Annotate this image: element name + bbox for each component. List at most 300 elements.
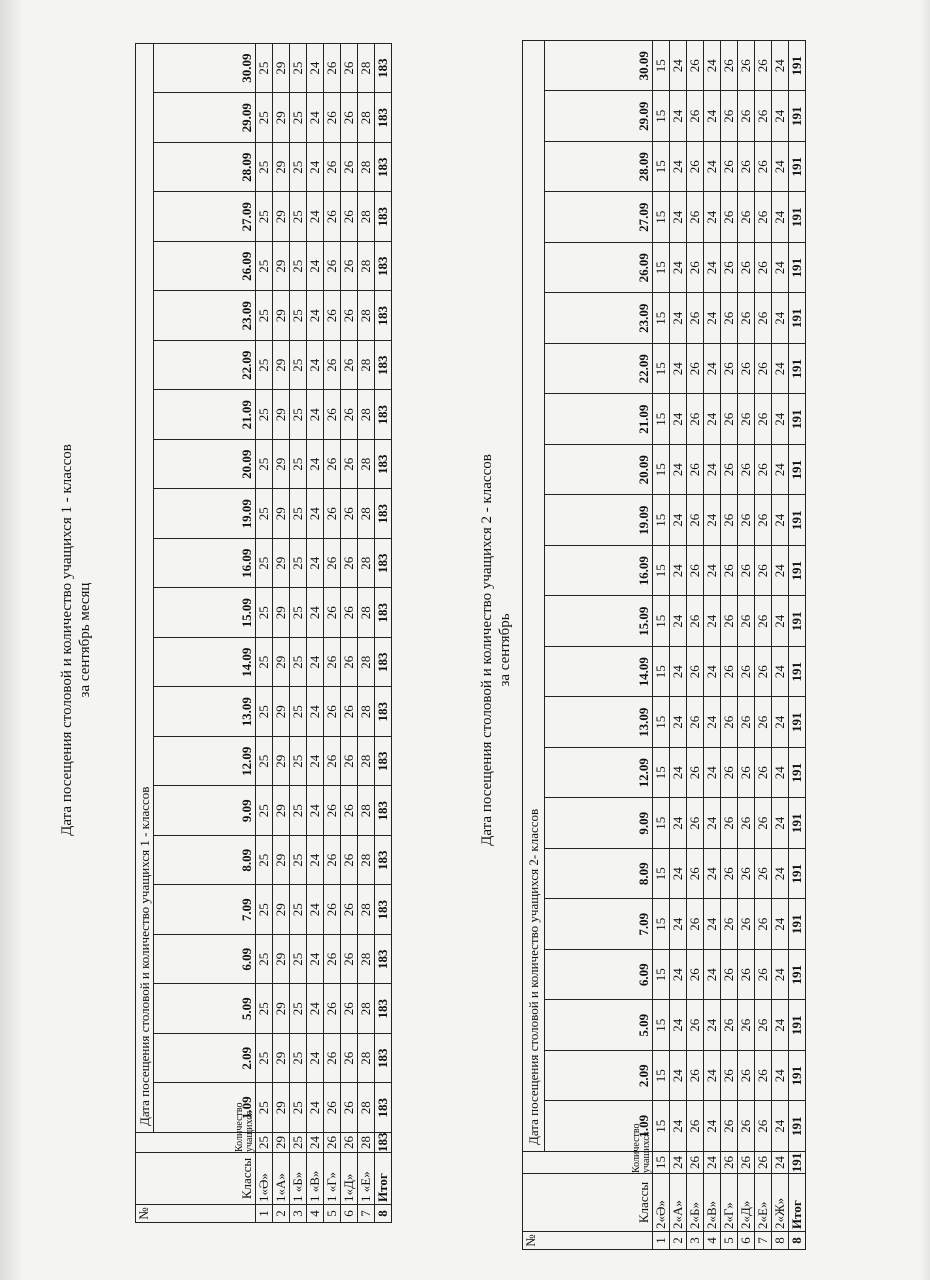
attendance-cell: 24 bbox=[704, 142, 721, 193]
date-header: 12.09 bbox=[545, 748, 653, 799]
attendance-cell: 26 bbox=[755, 495, 772, 546]
attendance-cell: 24 bbox=[670, 1101, 687, 1152]
attendance-cell: 29 bbox=[273, 192, 290, 242]
attendance-cell: 26 bbox=[324, 390, 341, 440]
attendance-cell: 26 bbox=[341, 489, 358, 539]
attendance-cell: 15 bbox=[653, 344, 670, 395]
header-classes: Классы bbox=[523, 1174, 653, 1232]
attendance-cell: 28 bbox=[358, 192, 375, 242]
row-number: 2 bbox=[273, 1205, 290, 1223]
attendance-cell: 183 bbox=[375, 43, 392, 93]
attendance-cell: 29 bbox=[273, 984, 290, 1034]
row-class: 2«Д» bbox=[738, 1174, 755, 1232]
date-header: 15.09 bbox=[154, 588, 256, 638]
row-number: 8 bbox=[772, 1232, 789, 1250]
header-date-group: Дата посещения столовой и количество учащихся 2- классов bbox=[523, 40, 545, 1151]
attendance-cell: 28 bbox=[358, 489, 375, 539]
attendance-cell: 26 bbox=[341, 143, 358, 193]
attendance-cell: 24 bbox=[704, 293, 721, 344]
date-header: 5.09 bbox=[154, 984, 256, 1034]
attendance-cell: 24 bbox=[704, 849, 721, 900]
attendance-cell: 26 bbox=[324, 1083, 341, 1133]
attendance-cell: 26 bbox=[721, 899, 738, 950]
attendance-cell: 26 bbox=[755, 40, 772, 91]
attendance-cell: 26 bbox=[755, 394, 772, 445]
attendance-cell: 26 bbox=[341, 291, 358, 341]
attendance-cell: 24 bbox=[670, 142, 687, 193]
attendance-cell: 26 bbox=[324, 43, 341, 93]
attendance-cell: 26 bbox=[738, 1000, 755, 1051]
row-count: 25 bbox=[256, 1133, 273, 1153]
attendance-cell: 191 bbox=[789, 899, 806, 950]
row-count: 24 bbox=[307, 1133, 324, 1153]
attendance-cell: 24 bbox=[704, 344, 721, 395]
date-header: 21.09 bbox=[545, 394, 653, 445]
attendance-cell: 25 bbox=[256, 687, 273, 737]
attendance-cell: 28 bbox=[358, 291, 375, 341]
date-header: 8.09 bbox=[545, 849, 653, 900]
attendance-cell: 26 bbox=[738, 748, 755, 799]
attendance-cell: 24 bbox=[307, 192, 324, 242]
attendance-cell: 26 bbox=[687, 192, 704, 243]
date-header: 13.09 bbox=[154, 687, 256, 737]
attendance-cell: 24 bbox=[307, 885, 324, 935]
attendance-cell: 25 bbox=[256, 737, 273, 787]
attendance-cell: 24 bbox=[670, 596, 687, 647]
attendance-cell: 26 bbox=[721, 293, 738, 344]
attendance-cell: 26 bbox=[687, 40, 704, 91]
attendance-cell: 29 bbox=[273, 440, 290, 490]
attendance-cell: 191 bbox=[789, 596, 806, 647]
date-header: 26.09 bbox=[154, 242, 256, 292]
attendance-cell: 28 bbox=[358, 638, 375, 688]
row-count: 29 bbox=[273, 1133, 290, 1153]
row-count: 26 bbox=[721, 1152, 738, 1174]
attendance-cell: 24 bbox=[307, 588, 324, 638]
attendance-cell: 24 bbox=[772, 1051, 789, 1102]
attendance-cell: 24 bbox=[307, 341, 324, 391]
attendance-cell: 24 bbox=[704, 596, 721, 647]
row-count: 24 bbox=[704, 1152, 721, 1174]
row-number: 1 bbox=[653, 1232, 670, 1250]
section1-attendance-table bbox=[135, 43, 392, 1223]
date-header: 28.09 bbox=[154, 143, 256, 193]
attendance-cell: 29 bbox=[273, 1083, 290, 1133]
attendance-cell: 25 bbox=[256, 143, 273, 193]
attendance-cell: 24 bbox=[670, 748, 687, 799]
date-header: 30.09 bbox=[545, 40, 653, 91]
attendance-cell: 25 bbox=[256, 440, 273, 490]
attendance-cell: 191 bbox=[789, 849, 806, 900]
attendance-cell: 24 bbox=[704, 192, 721, 243]
attendance-cell: 26 bbox=[721, 748, 738, 799]
section2-caption bbox=[478, 415, 514, 885]
attendance-cell: 15 bbox=[653, 293, 670, 344]
attendance-cell: 26 bbox=[721, 1101, 738, 1152]
date-header: 2.09 bbox=[154, 1034, 256, 1084]
attendance-cell: 26 bbox=[738, 899, 755, 950]
attendance-cell: 26 bbox=[738, 445, 755, 496]
attendance-cell: 26 bbox=[755, 293, 772, 344]
attendance-cell: 26 bbox=[687, 445, 704, 496]
date-header: 20.09 bbox=[154, 440, 256, 490]
row-number: 2 bbox=[670, 1232, 687, 1250]
attendance-cell: 183 bbox=[375, 588, 392, 638]
attendance-cell: 24 bbox=[670, 899, 687, 950]
date-header: 21.09 bbox=[154, 390, 256, 440]
attendance-cell: 15 bbox=[653, 142, 670, 193]
attendance-cell: 26 bbox=[687, 798, 704, 849]
attendance-cell: 191 bbox=[789, 1000, 806, 1051]
attendance-cell: 26 bbox=[687, 1051, 704, 1102]
attendance-cell: 26 bbox=[755, 950, 772, 1001]
attendance-cell: 29 bbox=[273, 588, 290, 638]
table-row bbox=[653, 40, 670, 1249]
table-row bbox=[273, 43, 290, 1222]
header-row bbox=[136, 43, 154, 1222]
attendance-cell: 24 bbox=[307, 1034, 324, 1084]
date-header: 13.09 bbox=[545, 697, 653, 748]
attendance-cell: 28 bbox=[358, 43, 375, 93]
date-header: 26.09 bbox=[545, 243, 653, 294]
attendance-cell: 25 bbox=[290, 192, 307, 242]
attendance-cell: 183 bbox=[375, 242, 392, 292]
date-header: 19.09 bbox=[545, 495, 653, 546]
attendance-cell: 191 bbox=[789, 91, 806, 142]
attendance-cell: 26 bbox=[755, 142, 772, 193]
attendance-cell: 24 bbox=[670, 1051, 687, 1102]
attendance-cell: 26 bbox=[721, 647, 738, 698]
attendance-cell: 24 bbox=[772, 243, 789, 294]
attendance-cell: 24 bbox=[307, 242, 324, 292]
attendance-cell: 25 bbox=[290, 93, 307, 143]
date-header: 29.09 bbox=[154, 93, 256, 143]
attendance-cell: 26 bbox=[738, 192, 755, 243]
attendance-cell: 26 bbox=[687, 546, 704, 597]
attendance-cell: 26 bbox=[324, 93, 341, 143]
date-header: 1.09 bbox=[545, 1101, 653, 1152]
attendance-cell: 25 bbox=[290, 638, 307, 688]
attendance-cell: 24 bbox=[670, 445, 687, 496]
attendance-cell: 25 bbox=[256, 341, 273, 391]
row-count: 25 bbox=[290, 1133, 307, 1153]
attendance-cell: 24 bbox=[307, 935, 324, 985]
row-count: 183 bbox=[375, 1132, 390, 1152]
attendance-cell: 25 bbox=[290, 836, 307, 886]
attendance-cell: 191 bbox=[789, 495, 806, 546]
attendance-cell: 26 bbox=[324, 737, 341, 787]
attendance-cell: 26 bbox=[755, 1051, 772, 1102]
section1-table-wrap bbox=[135, 43, 392, 1223]
row-number: 1 bbox=[256, 1205, 273, 1223]
attendance-cell: 28 bbox=[358, 539, 375, 589]
attendance-cell: 26 bbox=[341, 588, 358, 638]
attendance-cell: 26 bbox=[687, 293, 704, 344]
attendance-cell: 26 bbox=[755, 596, 772, 647]
attendance-cell: 26 bbox=[721, 697, 738, 748]
attendance-cell: 24 bbox=[772, 748, 789, 799]
attendance-cell: 25 bbox=[290, 43, 307, 93]
attendance-cell: 26 bbox=[721, 91, 738, 142]
attendance-cell: 24 bbox=[704, 899, 721, 950]
date-header: 6.09 bbox=[154, 935, 256, 985]
table-row bbox=[687, 40, 704, 1249]
attendance-cell: 15 bbox=[653, 950, 670, 1001]
attendance-cell: 24 bbox=[307, 440, 324, 490]
attendance-cell: 24 bbox=[307, 1083, 324, 1133]
attendance-cell: 26 bbox=[738, 394, 755, 445]
row-count: 24 bbox=[670, 1152, 687, 1174]
attendance-cell: 24 bbox=[772, 950, 789, 1001]
attendance-cell: 24 bbox=[772, 293, 789, 344]
attendance-cell: 25 bbox=[256, 43, 273, 93]
attendance-cell: 15 bbox=[653, 394, 670, 445]
attendance-cell: 24 bbox=[772, 40, 789, 91]
attendance-cell: 24 bbox=[772, 596, 789, 647]
attendance-cell: 183 bbox=[375, 291, 392, 341]
date-header: 5.09 bbox=[545, 1000, 653, 1051]
date-header: 27.09 bbox=[154, 192, 256, 242]
row-number: 3 bbox=[687, 1232, 704, 1250]
attendance-cell: 26 bbox=[324, 291, 341, 341]
row-class: 1«Д» bbox=[341, 1153, 358, 1205]
row-class: 2«В» bbox=[704, 1174, 721, 1232]
attendance-cell: 26 bbox=[324, 638, 341, 688]
attendance-cell: 183 bbox=[375, 836, 392, 886]
attendance-cell: 24 bbox=[307, 390, 324, 440]
attendance-cell: 24 bbox=[704, 798, 721, 849]
attendance-cell: 26 bbox=[324, 984, 341, 1034]
attendance-cell: 26 bbox=[755, 748, 772, 799]
attendance-cell: 26 bbox=[755, 798, 772, 849]
row-number: 7 bbox=[755, 1232, 772, 1250]
attendance-cell: 25 bbox=[256, 1083, 273, 1133]
attendance-cell: 24 bbox=[704, 546, 721, 597]
attendance-cell: 26 bbox=[738, 647, 755, 698]
attendance-cell: 24 bbox=[772, 445, 789, 496]
attendance-cell: 15 bbox=[653, 40, 670, 91]
row-class: 1 «Г» bbox=[324, 1153, 341, 1205]
date-header: 23.09 bbox=[154, 291, 256, 341]
scan-edge-shadow bbox=[0, 0, 22, 1280]
attendance-cell: 28 bbox=[358, 836, 375, 886]
attendance-cell: 191 bbox=[789, 950, 806, 1001]
attendance-cell: 24 bbox=[772, 849, 789, 900]
attendance-cell: 26 bbox=[738, 596, 755, 647]
attendance-cell: 24 bbox=[670, 1000, 687, 1051]
attendance-cell: 25 bbox=[256, 885, 273, 935]
attendance-cell: 24 bbox=[704, 950, 721, 1001]
attendance-cell: 26 bbox=[341, 43, 358, 93]
attendance-cell: 24 bbox=[307, 638, 324, 688]
attendance-cell: 26 bbox=[324, 786, 341, 836]
attendance-cell: 25 bbox=[256, 291, 273, 341]
attendance-cell: 24 bbox=[704, 445, 721, 496]
attendance-cell: 26 bbox=[341, 242, 358, 292]
attendance-cell: 26 bbox=[738, 1101, 755, 1152]
attendance-cell: 24 bbox=[772, 91, 789, 142]
header-num: № bbox=[136, 1205, 256, 1223]
attendance-cell: 26 bbox=[738, 1051, 755, 1102]
date-header: 27.09 bbox=[545, 192, 653, 243]
attendance-cell: 26 bbox=[341, 737, 358, 787]
table-row bbox=[670, 40, 687, 1249]
attendance-cell: 26 bbox=[341, 935, 358, 985]
attendance-cell: 26 bbox=[687, 647, 704, 698]
attendance-cell: 29 bbox=[273, 291, 290, 341]
attendance-cell: 26 bbox=[738, 142, 755, 193]
attendance-cell: 25 bbox=[256, 588, 273, 638]
attendance-cell: 26 bbox=[324, 341, 341, 391]
attendance-cell: 26 bbox=[721, 142, 738, 193]
attendance-cell: 24 bbox=[670, 40, 687, 91]
attendance-cell: 25 bbox=[290, 687, 307, 737]
attendance-cell: 26 bbox=[341, 390, 358, 440]
date-header: 7.09 bbox=[154, 885, 256, 935]
attendance-cell: 26 bbox=[324, 836, 341, 886]
attendance-cell: 24 bbox=[704, 748, 721, 799]
attendance-cell: 24 bbox=[772, 647, 789, 698]
attendance-cell: 191 bbox=[789, 546, 806, 597]
attendance-cell: 24 bbox=[704, 40, 721, 91]
attendance-cell: 183 bbox=[375, 885, 392, 935]
date-header: 9.09 bbox=[154, 786, 256, 836]
attendance-cell: 24 bbox=[772, 192, 789, 243]
attendance-cell: 24 bbox=[670, 647, 687, 698]
row-count: 26 bbox=[738, 1152, 755, 1174]
attendance-cell: 26 bbox=[755, 192, 772, 243]
row-number: 6 bbox=[341, 1205, 358, 1223]
attendance-cell: 24 bbox=[704, 1000, 721, 1051]
attendance-cell: 183 bbox=[375, 1083, 392, 1133]
attendance-cell: 24 bbox=[704, 394, 721, 445]
row-number: 5 bbox=[721, 1232, 738, 1250]
attendance-cell: 25 bbox=[256, 242, 273, 292]
attendance-cell: 26 bbox=[687, 91, 704, 142]
attendance-cell: 29 bbox=[273, 539, 290, 589]
row-count: 26 bbox=[324, 1133, 341, 1153]
attendance-cell: 26 bbox=[341, 1083, 358, 1133]
attendance-cell: 191 bbox=[789, 142, 806, 193]
attendance-cell: 26 bbox=[324, 242, 341, 292]
attendance-cell: 26 bbox=[738, 950, 755, 1001]
attendance-cell: 26 bbox=[755, 91, 772, 142]
date-header: 20.09 bbox=[545, 445, 653, 496]
attendance-cell: 191 bbox=[789, 1051, 806, 1102]
attendance-cell: 15 bbox=[653, 546, 670, 597]
attendance-cell: 24 bbox=[307, 93, 324, 143]
attendance-cell: 25 bbox=[256, 984, 273, 1034]
row-class: 1«А» bbox=[273, 1153, 290, 1205]
attendance-cell: 26 bbox=[721, 394, 738, 445]
attendance-cell: 24 bbox=[670, 243, 687, 294]
attendance-cell: 26 bbox=[324, 588, 341, 638]
attendance-cell: 26 bbox=[721, 243, 738, 294]
row-number: 6 bbox=[738, 1232, 755, 1250]
row-count: 28 bbox=[358, 1133, 375, 1153]
attendance-cell: 191 bbox=[789, 192, 806, 243]
attendance-cell: 191 bbox=[789, 1101, 806, 1152]
attendance-cell: 24 bbox=[704, 91, 721, 142]
attendance-cell: 183 bbox=[375, 489, 392, 539]
row-number: 7 bbox=[358, 1205, 375, 1223]
attendance-cell: 15 bbox=[653, 798, 670, 849]
attendance-cell: 26 bbox=[687, 697, 704, 748]
attendance-cell: 29 bbox=[273, 489, 290, 539]
attendance-cell: 24 bbox=[307, 291, 324, 341]
attendance-cell: 24 bbox=[704, 1101, 721, 1152]
date-header: 12.09 bbox=[154, 737, 256, 787]
attendance-cell: 28 bbox=[358, 242, 375, 292]
attendance-cell: 26 bbox=[324, 440, 341, 490]
attendance-cell: 24 bbox=[772, 1101, 789, 1152]
attendance-cell: 26 bbox=[721, 495, 738, 546]
attendance-cell: 26 bbox=[738, 798, 755, 849]
attendance-cell: 25 bbox=[290, 242, 307, 292]
attendance-cell: 25 bbox=[256, 638, 273, 688]
attendance-cell: 15 bbox=[653, 445, 670, 496]
date-header: 22.09 bbox=[154, 341, 256, 391]
attendance-cell: 183 bbox=[375, 440, 392, 490]
attendance-cell: 25 bbox=[256, 390, 273, 440]
attendance-cell: 26 bbox=[341, 984, 358, 1034]
dates-row bbox=[545, 40, 653, 1249]
attendance-cell: 26 bbox=[755, 445, 772, 496]
attendance-cell: 183 bbox=[375, 638, 392, 688]
row-class: Итог bbox=[375, 1153, 392, 1205]
attendance-cell: 24 bbox=[772, 798, 789, 849]
attendance-cell: 25 bbox=[290, 1083, 307, 1133]
attendance-cell: 183 bbox=[375, 93, 392, 143]
attendance-cell: 26 bbox=[324, 935, 341, 985]
attendance-cell: 191 bbox=[789, 647, 806, 698]
attendance-cell: 191 bbox=[789, 344, 806, 395]
row-class: 1 «Б» bbox=[290, 1153, 307, 1205]
row-count: 26 bbox=[687, 1152, 704, 1174]
attendance-cell: 15 bbox=[653, 495, 670, 546]
section2-subtitle: за сентябрь bbox=[497, 613, 513, 687]
attendance-cell: 25 bbox=[290, 440, 307, 490]
attendance-cell: 15 bbox=[653, 596, 670, 647]
attendance-cell: 24 bbox=[670, 950, 687, 1001]
attendance-cell: 28 bbox=[358, 1083, 375, 1133]
attendance-cell: 29 bbox=[273, 143, 290, 193]
attendance-cell: 25 bbox=[290, 984, 307, 1034]
table-row bbox=[256, 43, 273, 1222]
attendance-cell: 28 bbox=[358, 143, 375, 193]
table-row bbox=[789, 40, 806, 1249]
attendance-cell: 28 bbox=[358, 737, 375, 787]
attendance-cell: 26 bbox=[738, 40, 755, 91]
attendance-cell: 26 bbox=[687, 495, 704, 546]
attendance-cell: 29 bbox=[273, 836, 290, 886]
attendance-cell: 24 bbox=[772, 546, 789, 597]
attendance-cell: 28 bbox=[358, 390, 375, 440]
attendance-cell: 25 bbox=[290, 539, 307, 589]
scan-edge-shadow-right bbox=[920, 0, 930, 1280]
attendance-cell: 24 bbox=[772, 495, 789, 546]
date-header: 19.09 bbox=[154, 489, 256, 539]
attendance-cell: 26 bbox=[721, 546, 738, 597]
attendance-cell: 26 bbox=[721, 1000, 738, 1051]
attendance-cell: 183 bbox=[375, 539, 392, 589]
attendance-cell: 26 bbox=[324, 192, 341, 242]
date-header: 23.09 bbox=[545, 293, 653, 344]
attendance-cell: 26 bbox=[721, 445, 738, 496]
attendance-cell: 29 bbox=[273, 341, 290, 391]
table-row bbox=[721, 40, 738, 1249]
attendance-cell: 25 bbox=[256, 935, 273, 985]
